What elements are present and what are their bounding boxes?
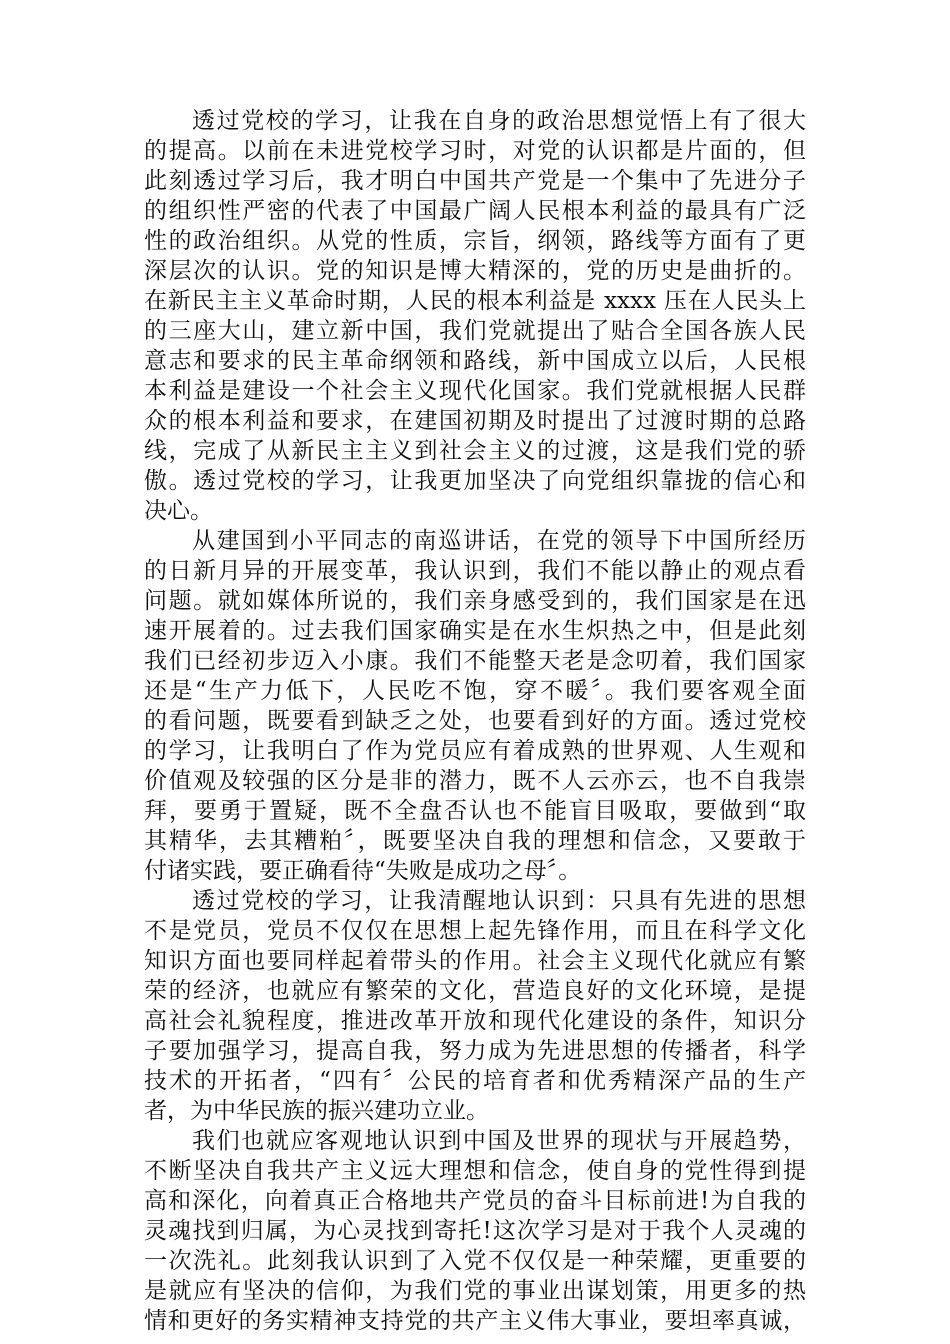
text-line: 技术的开拓者，“四有〞公民的培育者和优秀精深产品的生产: [144, 1068, 806, 1094]
text-line: 速开展着的。过去我们国家确实是在水生炽热之中，但是此刻: [144, 618, 806, 644]
text-line: 此刻透过学习后，我才明白中国共产党是一个集中了先进分子: [144, 168, 806, 194]
text-line: 的三座大山，建立新中国，我们党就提出了贴合全国各族人民: [144, 318, 806, 344]
text-line: 的日新月异的开展变革，我认识到，我们不能以静止的观点看: [144, 558, 806, 584]
text-line: 者，为中华民族的振兴建功立业。: [144, 1098, 489, 1124]
text-line: 线，完成了从新民主主义到社会主义的过渡，这是我们党的骄: [144, 438, 806, 464]
text-line: 深层次的认识。党的知识是博大精深的，党的历史是曲折的。: [144, 258, 806, 284]
text-line: 的提高。以前在未进党校学习时，对党的认识都是片面的，但: [144, 138, 806, 164]
text-line: 荣的经济，也就应有繁荣的文化，营造良好的文化环境，是提: [144, 978, 806, 1004]
text-line: 拜，要勇于置疑，既不全盘否认也不能盲目吸取，要做到“取: [144, 798, 806, 824]
text-line: 不是党员，党员不仅仅在思想上起先锋作用，而且在科学文化: [144, 918, 806, 944]
text-line: 意志和要求的民主革命纲领和路线，新中国成立以后，人民根: [144, 348, 806, 374]
text-line: 透过党校的学习，让我在自身的政治思想觉悟上有了很大: [192, 108, 806, 134]
text-line: 一次洗礼。此刻我认识到了入党不仅仅是一种荣耀，更重要的: [144, 1248, 806, 1274]
text-line: 价值观及较强的区分是非的潜力，既不人云亦云，也不自我崇: [144, 768, 806, 794]
text-line: 其精华，去其糟粕〞，既要坚决自我的理想和信念，又要敢于: [144, 828, 806, 854]
text-line: 的看问题，既要看到缺乏之处，也要看到好的方面。透过党校: [144, 708, 806, 734]
text-line: 傲。透过党校的学习，让我更加坚决了向党组织靠拢的信心和: [144, 468, 806, 494]
text-line: 透过党校的学习，让我清醒地认识到：只具有先进的思想: [192, 888, 806, 914]
text-line: 情和更好的务实精神支持党的共产主义伟大事业，要坦率真诚，: [144, 1308, 806, 1334]
text-line: 还是“生产力低下，人民吃不饱，穿不暖〞。我们要客观全面: [144, 678, 806, 704]
text-line: 在新民主主义革命时期，人民的根本利益是 xxxx 压在人民头上: [144, 288, 806, 314]
text-line: 高社会礼貌程度，推进改革开放和现代化建设的条件，知识分: [144, 1008, 806, 1034]
text-line: 灵魂找到归属，为心灵找到寄托!这次学习是对于我个人灵魂的: [144, 1218, 806, 1244]
text-line: 知识方面也要同样起着带头的作用。社会主义现代化就应有繁: [144, 948, 806, 974]
text-line: 子要加强学习，提高自我，努力成为先进思想的传播者，科学: [144, 1038, 806, 1064]
text-line: 问题。就如媒体所说的，我们亲身感受到的，我们国家是在迅: [144, 588, 806, 614]
text-line: 高和深化，向着真正合格地共产党员的奋斗目标前进!为自我的: [144, 1188, 806, 1214]
text-line: 的组织性严密的代表了中国最广阔人民根本利益的最具有广泛: [144, 198, 806, 224]
text-line: 付诸实践，要正确看待“失败是成功之母〞。: [144, 858, 582, 884]
text-line: 众的根本利益和要求，在建国初期及时提出了过渡时期的总路: [144, 408, 806, 434]
text-line: 性的政治组织。从党的性质，宗旨，纲领，路线等方面有了更: [144, 228, 806, 254]
text-line: 本利益是建设一个社会主义现代化国家。我们党就根据人民群: [144, 378, 806, 404]
text-line: 从建国到小平同志的南巡讲话，在党的领导下中国所经历: [192, 528, 806, 554]
text-line: 我们已经初步迈入小康。我们不能整天老是念叨着，我们国家: [144, 648, 806, 674]
text-line: 决心。: [144, 498, 213, 524]
text-line: 是就应有坚决的信仰，为我们党的事业出谋划策，用更多的热: [144, 1278, 806, 1304]
text-line: 的学习，让我明白了作为党员应有着成熟的世界观、人生观和: [144, 738, 806, 764]
text-line: 不断坚决自我共产主义远大理想和信念，使自身的党性得到提: [144, 1158, 806, 1184]
text-line: 我们也就应客观地认识到中国及世界的现状与开展趋势，: [192, 1128, 806, 1154]
